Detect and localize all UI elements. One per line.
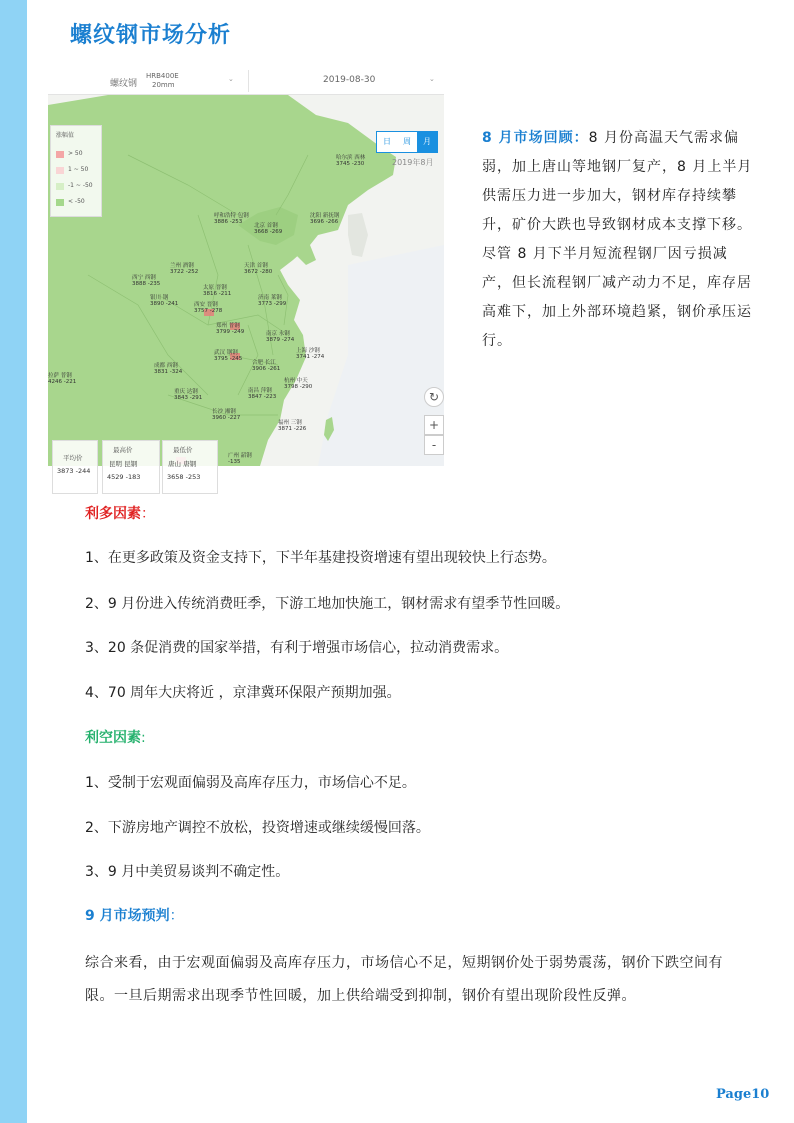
city-label[interactable]: 兰州 酒钢 3722 -252	[170, 263, 199, 275]
review-heading: 8 月市场回顾：	[482, 130, 589, 146]
city-label[interactable]: 哈尔滨 西林 3745 -230	[336, 155, 366, 167]
chevron-down-icon: ⌄	[429, 75, 435, 83]
city-label[interactable]: 银川 钢 3890 -241	[150, 295, 179, 307]
city-label[interactable]: 成都 西钢 3831 -324	[154, 363, 183, 375]
price-map-widget	[48, 68, 444, 481]
bullish-heading	[85, 503, 155, 523]
city-label[interactable]: 济南 莱钢 3773 -299	[258, 295, 287, 307]
august-review	[482, 124, 754, 356]
bullish-item: 2、9 月份进入传统消费旺季，下游工地加快施工，钢材需求有望季节性回暖。	[85, 596, 570, 612]
avg-price-value: 3873 -244	[57, 467, 91, 475]
legend-title: 涨幅值	[56, 132, 75, 139]
city-label[interactable]: 南昌 萍钢 3847 -223	[248, 388, 277, 400]
city-label[interactable]: 重庆 达钢 3843 -291	[174, 389, 203, 401]
high-price-label: 最高价	[113, 446, 133, 454]
legend-swatch	[56, 167, 64, 174]
map-legend	[50, 125, 102, 217]
page-number: Page10	[716, 1087, 770, 1102]
bullish-item: 3、20 条促消费的国家举措，有利于增强市场信心，拉动消费需求。	[85, 640, 509, 656]
forecast-heading	[85, 905, 184, 925]
low-price-value: 3658 -253	[167, 473, 201, 481]
city-label[interactable]: 西宁 西钢 3888 -235	[132, 275, 161, 287]
forecast-text: 综合来看，由于宏观面偏弱及高库存压力，市场信心不足，短期钢价处于弱势震荡，钢价下跌空间有限。一旦后期需求出现季节性回暖，加上供给端受到抑制，钢价有望出现阶段性反弹。	[85, 955, 723, 1004]
review-text: 8 月份高温天气需求偏弱，加上唐山等地钢厂复产，8 月上半月供需压力进一步加大，钢材库存持续攀升，矿价大跌也导致钢材成本支撑下移。尽管 8 月下半月短流程钢厂因亏损减产，但长流程钢厂减产动力不足，库存居高难下，加上外部环境趋紧，钢价承压运行。	[482, 130, 753, 349]
high-price-value: 4529 -183	[107, 473, 141, 481]
city-label[interactable]: 上海 沙钢 3741 -274	[296, 348, 325, 360]
city-label[interactable]: 西安 晋钢 3757 -278	[194, 302, 223, 314]
left-accent-strip	[0, 0, 27, 1123]
bullish-item: 4、70 周年大庆将近 ，京津冀环保限产预期加强。	[85, 685, 401, 701]
tab-day[interactable]: 日	[383, 137, 391, 146]
low-price-place: 唐山 唐钢	[168, 460, 197, 468]
city-label[interactable]: 南京 永钢 3879 -274	[266, 331, 295, 343]
legend-swatch	[56, 151, 64, 158]
low-price-box	[162, 440, 218, 494]
bullish-heading-text: 利多因素	[85, 506, 141, 522]
avg-price-box	[52, 440, 98, 494]
forecast-heading-text: 9 月市场预判	[85, 908, 170, 924]
low-price-label: 最低价	[173, 446, 193, 454]
city-label[interactable]: 沈阳 新抚钢 3696 -266	[310, 213, 340, 225]
date-select[interactable]	[248, 70, 439, 92]
legend-swatch	[56, 183, 64, 190]
forecast-colon: ：	[169, 908, 184, 924]
city-label[interactable]: 合肥 长江 3906 -261	[252, 360, 281, 372]
legend-swatch	[56, 199, 64, 206]
refresh-icon[interactable]: ↻	[424, 387, 444, 407]
map-area[interactable]	[48, 95, 444, 481]
bullish-colon: ：	[141, 506, 155, 522]
avg-price-label: 平均价	[63, 454, 83, 462]
city-label[interactable]: 武汉 钢钢 3795 -245	[214, 350, 243, 362]
map-header	[48, 68, 444, 95]
city-label[interactable]: 呼和浩特 包钢 3886 -253	[214, 213, 249, 225]
bearish-item: 3、9 月中美贸易谈判不确定性。	[85, 864, 290, 880]
bearish-item: 2、下游房地产调控不放松，投资增速或继续缓慢回落。	[85, 820, 430, 836]
legend-label: > 50	[68, 150, 83, 157]
city-label[interactable]: 拉萨 普钢 4246 -221	[48, 373, 77, 385]
zoom-out-button[interactable]: -	[424, 435, 444, 455]
city-label[interactable]: 福州 三钢 3871 -226	[278, 420, 307, 432]
product-name: 螺纹钢	[110, 79, 138, 89]
high-price-place: 昆明 昆钢	[109, 460, 138, 468]
bearish-colon: :	[141, 730, 146, 746]
high-price-box	[102, 440, 160, 494]
product-select[interactable]	[110, 70, 234, 92]
product-size: 20mm	[152, 81, 175, 89]
city-label[interactable]: 长沙 湘钢 3960 -227	[212, 409, 241, 421]
chevron-down-icon: ⌄	[228, 75, 234, 83]
product-grade: HRB400E	[146, 72, 179, 80]
city-label[interactable]: 杭州 中天 3798 -290	[284, 378, 313, 390]
period-label: 2019年8月	[392, 158, 434, 167]
zoom-in-button[interactable]: +	[424, 415, 444, 435]
city-label[interactable]: 天津 首钢 3672 -280	[244, 263, 273, 275]
city-label[interactable]: 郑州 普钢 3799 -249	[216, 323, 245, 335]
period-tabs	[376, 131, 438, 153]
date-value: 2019-08-30	[323, 75, 376, 85]
legend-label: -1 ~ -50	[68, 182, 93, 189]
bullish-item: 1、在更多政策及资金支持下，下半年基建投资增速有望出现较快上行态势。	[85, 550, 556, 566]
city-label[interactable]: 广州 韶钢 -135	[228, 453, 252, 465]
city-label[interactable]: 北京 首钢 3668 -269	[254, 223, 283, 235]
bearish-heading-text: 利空因素	[85, 730, 141, 746]
city-label[interactable]: 太原 晋钢 3816 -211	[203, 285, 232, 297]
legend-label: 1 ~ 50	[68, 166, 89, 173]
bearish-item: 1、受制于宏观面偏弱及高库存压力，市场信心不足。	[85, 775, 416, 791]
legend-label: < -50	[68, 198, 85, 205]
bearish-heading	[85, 727, 146, 747]
page-title: 螺纹钢市场分析	[70, 23, 232, 48]
tab-week[interactable]: 周	[403, 137, 411, 146]
tab-month[interactable]: 月	[417, 132, 437, 152]
